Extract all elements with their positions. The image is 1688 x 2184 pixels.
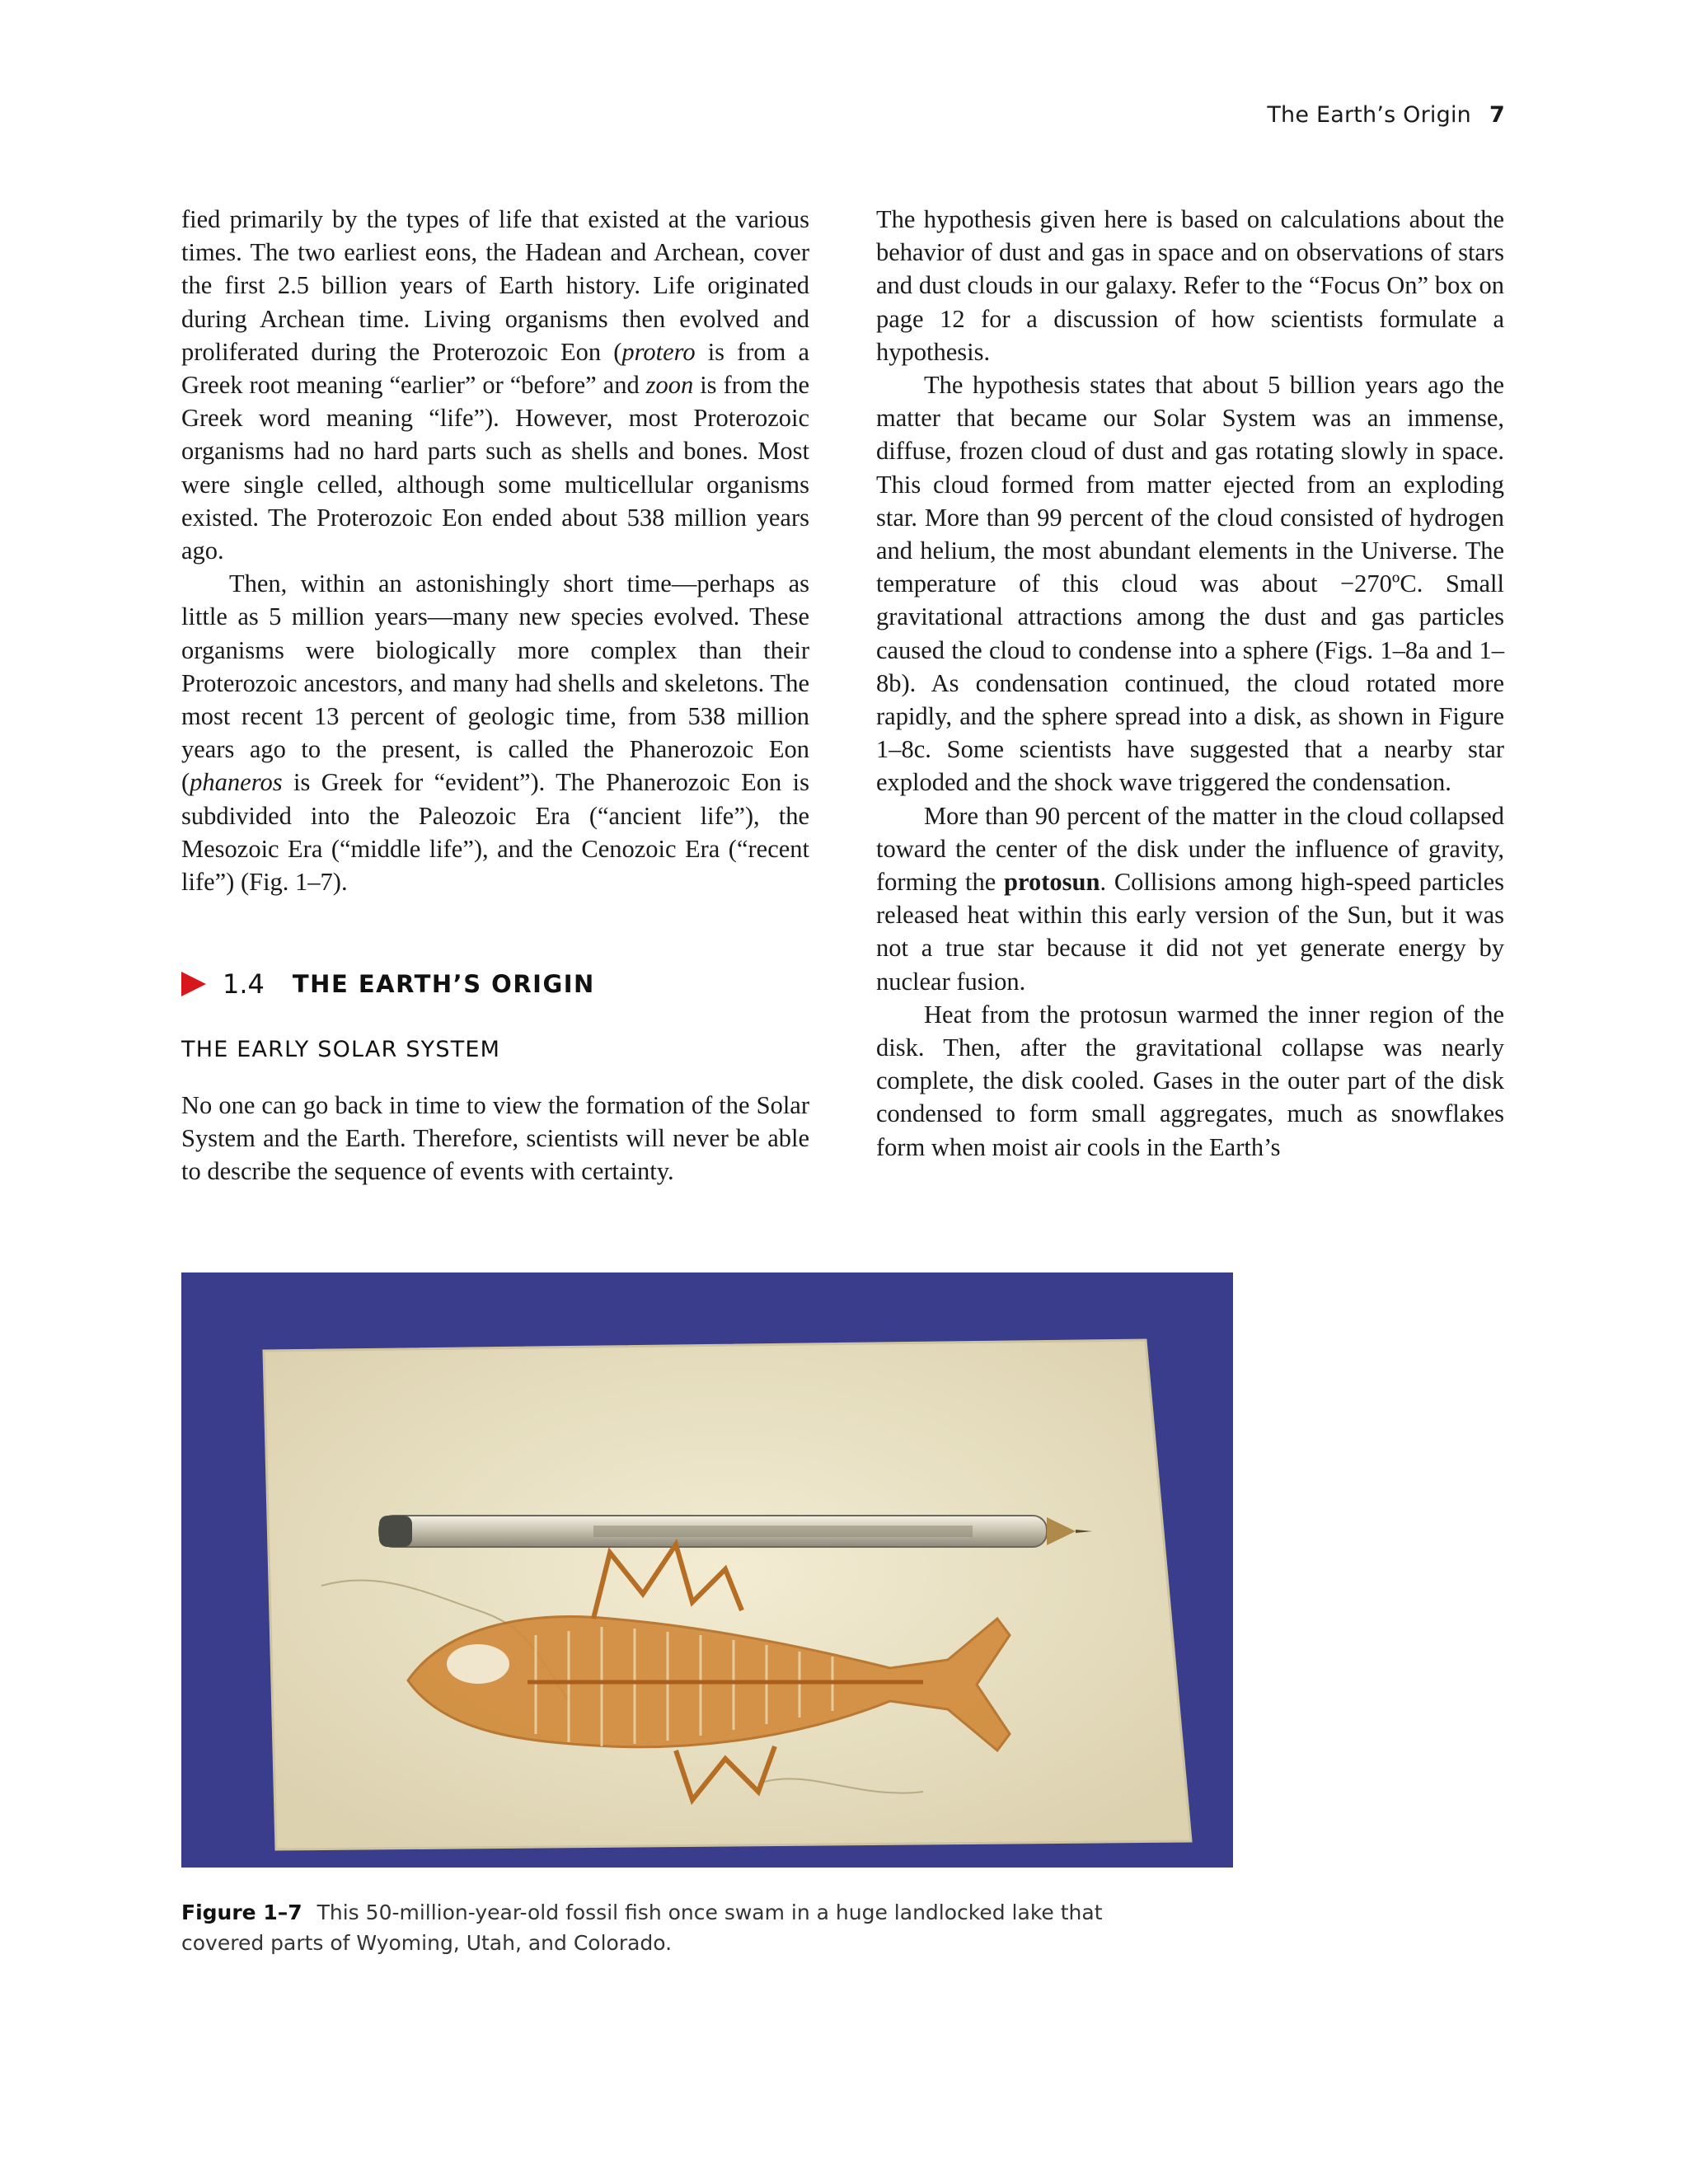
- text-run: is from the Greek word meaning “life”). However, most Proterozoic organisms had no hard parts such as shells and bones. Most were single celled, although some multicellular organisms existed. The Proterozoic Eon ended about 538 million years ago.: [181, 371, 809, 565]
- text-run: Then, within an astonishingly short time—perhaps as little as 5 million years—many new species evolved. These organisms were biologically more complex than their Proterozoic ancestors, and many had shells and skeletons. The most recent 13 percent of geologic time, from 538 million years ago to the present, is called the Phanerozoic Eon (: [181, 569, 809, 797]
- bold-term: protosun: [1004, 868, 1100, 897]
- text-run: fied primarily by the types of life that existed at the various times. The two earliest eons, the Hadean and Archean, cover the first 2.5 billion years of Earth history. Life originated during Archean time. Living organisms then evolved and proliferated during the Proterozoic Eon (: [181, 205, 809, 366]
- pen: [379, 1516, 1092, 1547]
- section-title: THE EARTH’S ORIGIN: [292, 970, 595, 999]
- fossil-illustration: [181, 1272, 1233, 1868]
- right-paragraph-3: [876, 799, 1504, 998]
- text-run: is Greek for “evident”). The Phanerozoic Eon is subdivided into the Paleozoic Era (“ancient life”), the Mesozoic Era (“middle life”), and the Cenozoic Era (“recent life”) (Fig. 1–7).: [181, 768, 809, 897]
- stone-slab: [264, 1340, 1191, 1849]
- page-number: 7: [1489, 102, 1505, 128]
- text-run: More than 90 percent of the matter in the cloud collapsed toward the center of the disk under the influence of gravity, forming the: [876, 801, 1504, 897]
- italic-term: protero: [621, 337, 696, 366]
- caption-text: This 50-million-year-old fossil fish once swam in a huge landlocked lake that covered parts of Wyoming, Utah, and Colorado.: [181, 1900, 1103, 1955]
- subsection-heading: THE EARLY SOLAR SYSTEM: [181, 1037, 501, 1063]
- running-head: [1267, 102, 1505, 128]
- right-paragraph-4: Heat from the protosun warmed the inner region of the disk. Then, after the gravitational collapse was nearly complete, the disk cooled. Gases in the outer part of the disk condensed to form small aggregates, much as snowflakes form when moist air cools in the Earth’s: [876, 1000, 1504, 1161]
- figure-label: Figure 1–7: [181, 1900, 302, 1924]
- right-paragraph-1: The hypothesis given here is based on calculations about the behavior of dust and gas in space and on observations of stars and dust clouds in our galaxy. Refer to the “Focus On” box on page 12 for a discussion of how scientists formulate a hypothesis.: [876, 205, 1504, 366]
- section-heading: [181, 968, 809, 1001]
- figure-caption: [181, 1897, 1121, 1958]
- text-run: . Collisions among high-speed particles released heat within this early version of the Sun, but it was not a true star because it did not yet generate energy by nuclear fusion.: [876, 868, 1504, 996]
- left-column: [181, 203, 809, 1188]
- fossil-fish-photo: [181, 1272, 1233, 1868]
- running-title: The Earth’s Origin: [1267, 102, 1471, 128]
- text-run: is from a Greek root meaning “earlier” or “before” and: [181, 337, 809, 400]
- left-paragraph-2: [181, 567, 809, 898]
- right-paragraph-2: The hypothesis states that about 5 billion years ago the matter that became our Solar System was an immense, diffuse, frozen cloud of dust and gas rotating slowly in space. This cloud formed from matter ejected from an exploding star. More than 99 percent of the cloud consisted of hydrogen and helium, the most abundant elements in the Universe. The temperature of this cloud was about −270ºC. Small gravitational attractions among the dust and gas particles caused the cloud to condense into a sphere (Figs. 1–8a and 1–8b). As condensation continued, the cloud rotated more rapidly, and the sphere spread into a disk, as shown in Figure 1–8c. Some scientists have suggested that a nearby star exploded and the shock wave triggered the condensation.: [876, 371, 1504, 797]
- left-paragraph-3: No one can go back in time to view the formation of the Solar System and the Earth. Therefore, scientists will never be able to describe the sequence of events with certainty.: [181, 1090, 809, 1186]
- italic-term: phaneros: [190, 768, 283, 797]
- section-number: 1.4: [223, 968, 265, 1001]
- left-paragraph-1: [181, 203, 809, 567]
- italic-term: zoon: [645, 371, 694, 400]
- red-arrow-icon: [181, 972, 206, 996]
- right-column: [876, 203, 1504, 1164]
